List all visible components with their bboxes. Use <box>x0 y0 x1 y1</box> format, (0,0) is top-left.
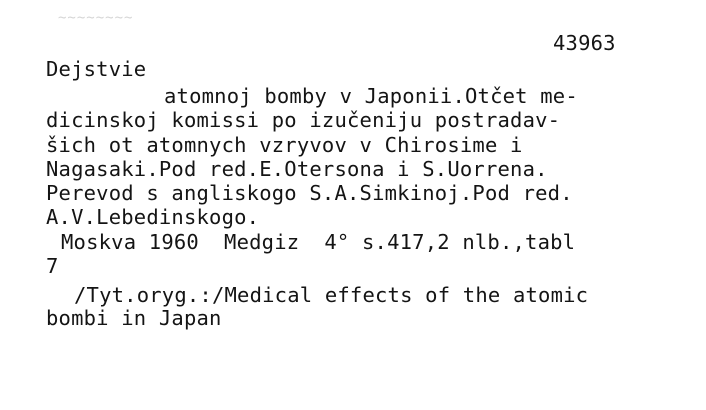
original-title-line-1: /Tyt.oryg.:/Medical effects of the atomic <box>74 283 589 307</box>
title-line-4: šich ot atomnych vzryvov v Chirosime i <box>46 133 523 157</box>
translation-line: Perevod s angliskogo S.A.Simkinoj.Pod red. <box>46 181 573 205</box>
editor-line: A.V.Lebedinskogo. <box>46 205 260 229</box>
faint-header-text: ~~~~~~~~ <box>58 10 134 26</box>
original-title-line-2: bombi in Japan <box>46 306 222 330</box>
imprint-continuation: 7 <box>46 254 59 278</box>
title-line-2: atomnoj bomby v Japonii.Otčet me- <box>164 84 578 108</box>
imprint-line: Moskva 1960 Medgiz 4° s.417,2 nlb.,tabl <box>61 230 576 254</box>
title-line-1: Dejstvie <box>46 57 147 81</box>
accession-number: 43963 <box>553 31 616 55</box>
editors-line: Nagasaki.Pod red.E.Otersona i S.Uorrena. <box>46 157 548 181</box>
title-line-3: dicinskoj komissi po izučeniju postradav- <box>46 108 561 132</box>
